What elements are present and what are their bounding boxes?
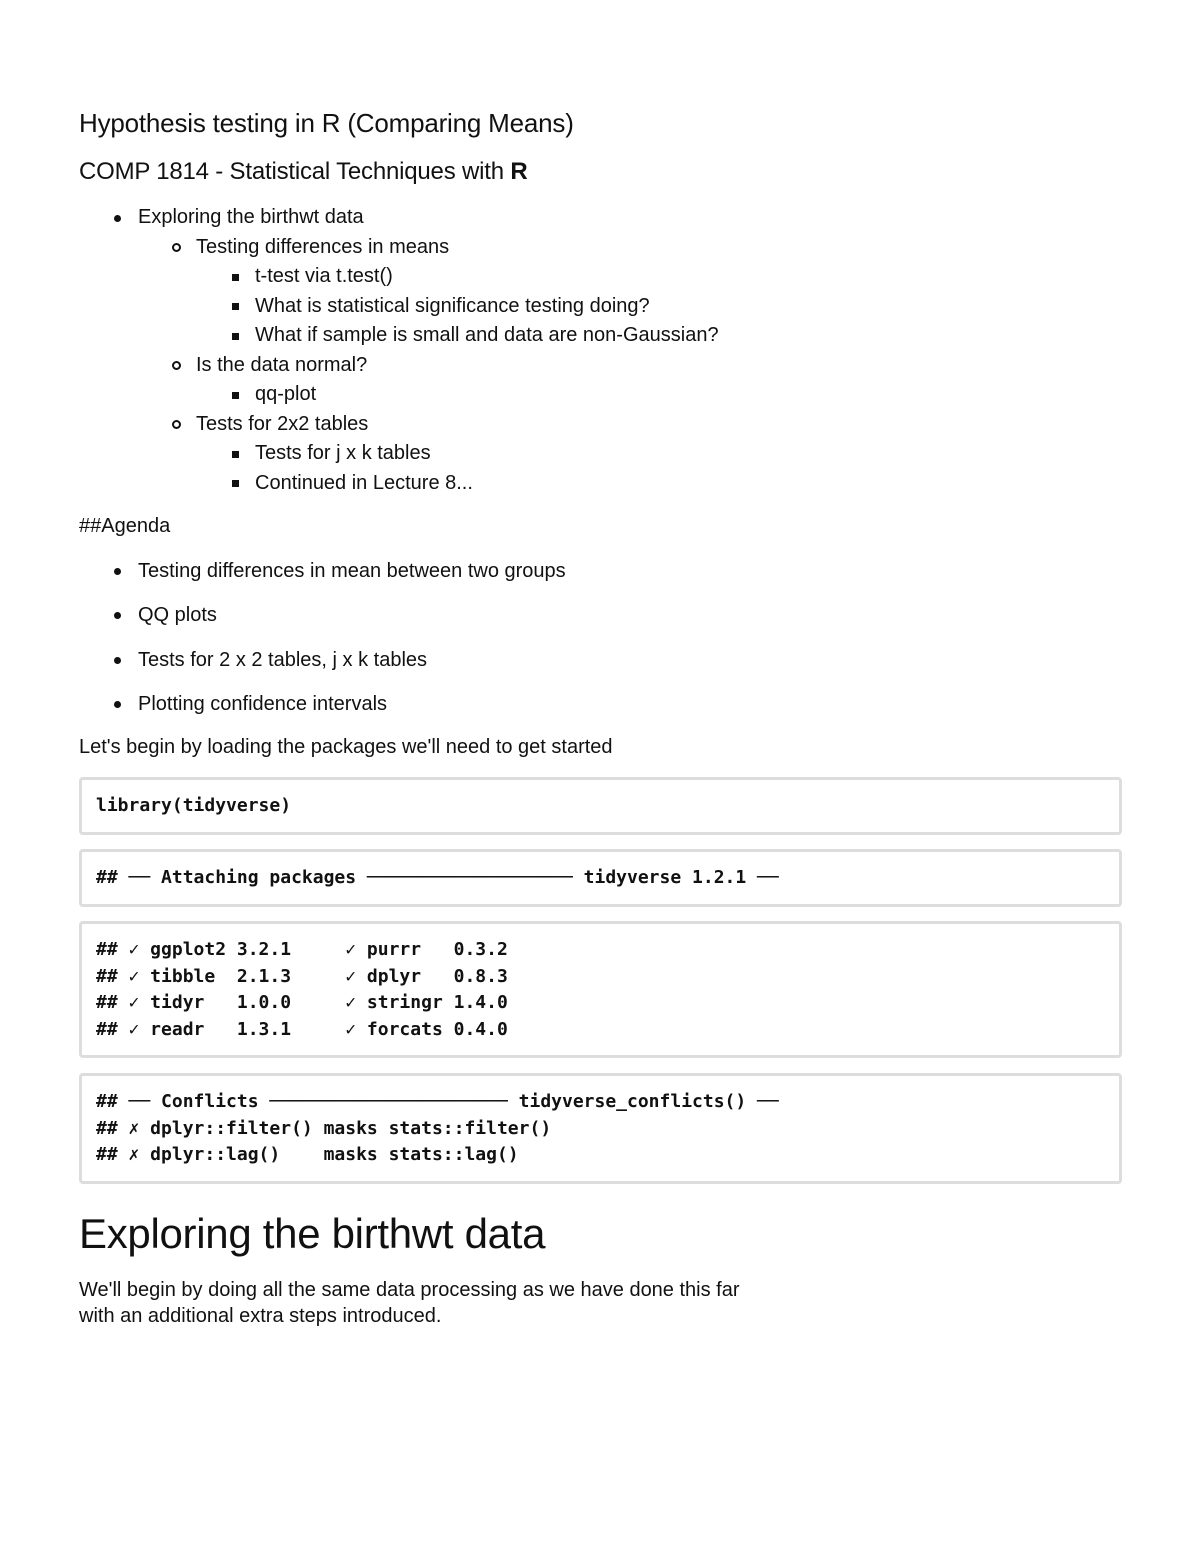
agenda-item-label: Plotting confidence intervals <box>138 692 388 715</box>
subtitle-bold: R <box>510 158 528 185</box>
square-bullet-icon <box>232 303 239 310</box>
toc-item-label: Testing differences in means <box>196 235 450 258</box>
toc-item[interactable] <box>79 233 719 263</box>
square-bullet-icon <box>232 274 239 281</box>
table-of-contents <box>79 203 719 498</box>
toc-item[interactable] <box>79 380 719 410</box>
toc-item[interactable] <box>79 439 719 469</box>
disc-bullet-icon <box>114 612 121 619</box>
intro-text: Let's begin by loading the packages we'll need to get started <box>79 736 613 758</box>
toc-item-label: What is statistical significance testing doing? <box>255 294 650 317</box>
square-bullet-icon <box>232 451 239 458</box>
disc-bullet-icon <box>114 568 121 575</box>
section-paragraph: We'll begin by doing all the same data processing as we have done this far with an additional extra steps introduced. <box>79 1279 740 1327</box>
toc-item[interactable] <box>79 262 719 292</box>
toc-item-label: qq-plot <box>255 383 317 405</box>
toc-item[interactable] <box>79 321 719 351</box>
code-line: library(tidyverse) <box>96 795 292 816</box>
page-subtitle <box>79 158 527 186</box>
agenda-item-label: Testing differences in mean between two groups <box>138 560 566 582</box>
subtitle-prefix: COMP 1814 - Statistical Techniques with <box>79 158 511 185</box>
toc-item-label: Exploring the birthwt data <box>138 206 364 228</box>
agenda-item-label: QQ plots <box>138 604 217 627</box>
toc-item[interactable] <box>79 351 719 381</box>
page-title: Hypothesis testing in R (Comparing Means) <box>79 108 574 138</box>
output-block-packages <box>79 921 1122 1058</box>
agenda-item <box>79 555 566 599</box>
toc-item[interactable] <box>79 203 719 233</box>
code-line: ## ── Attaching packages ─────────────────── tidyverse 1.2.1 ── <box>96 867 779 888</box>
agenda-heading: ##Agenda <box>79 515 171 537</box>
toc-item[interactable] <box>79 292 719 322</box>
toc-item-label: Tests for 2x2 tables <box>196 412 369 435</box>
circle-bullet-icon <box>172 361 181 370</box>
code-line: ## ── Conflicts ────────────────────── tidyverse_conflicts() ── <box>96 1091 779 1112</box>
toc-item-label: t-test via t.test() <box>255 265 393 287</box>
agenda-item-label: Tests for 2 x 2 tables, j x k tables <box>138 648 428 671</box>
toc-item-label: Continued in Lecture 8... <box>255 471 473 494</box>
circle-bullet-icon <box>172 243 181 252</box>
code-line: ## ✓ tidyr 1.0.0 ✓ stringr 1.4.0 <box>96 992 508 1013</box>
code-line: ## ✓ ggplot2 3.2.1 ✓ purrr 0.3.2 <box>96 939 508 960</box>
toc-item-label: Is the data normal? <box>196 353 368 376</box>
code-line: ## ✓ tibble 2.1.3 ✓ dplyr 0.8.3 <box>96 965 508 987</box>
toc-item[interactable] <box>79 469 719 499</box>
disc-bullet-icon <box>114 657 121 664</box>
disc-bullet-icon <box>114 215 121 222</box>
section-heading: Exploring the birthwt data <box>79 1210 546 1257</box>
toc-item-label: Tests for j x k tables <box>255 442 431 464</box>
agenda-item <box>79 688 566 732</box>
toc-item[interactable] <box>79 410 719 440</box>
agenda-item <box>79 644 566 688</box>
square-bullet-icon <box>232 480 239 487</box>
agenda-item <box>79 599 566 643</box>
agenda-list <box>79 555 566 732</box>
output-block-attaching <box>79 849 1122 907</box>
output-block-conflicts <box>79 1073 1122 1184</box>
code-line: ## ✓ readr 1.3.1 ✓ forcats 0.4.0 <box>96 1018 508 1040</box>
code-block-library[interactable] <box>79 777 1122 835</box>
code-line: ## ✗ dplyr::filter() masks stats::filter() <box>96 1117 552 1139</box>
disc-bullet-icon <box>114 701 121 708</box>
toc-item-label: What if sample is small and data are non-Gaussian? <box>255 324 719 346</box>
circle-bullet-icon <box>172 420 181 429</box>
square-bullet-icon <box>232 392 239 399</box>
code-line: ## ✗ dplyr::lag() masks stats::lag() <box>96 1144 519 1165</box>
square-bullet-icon <box>232 333 239 340</box>
